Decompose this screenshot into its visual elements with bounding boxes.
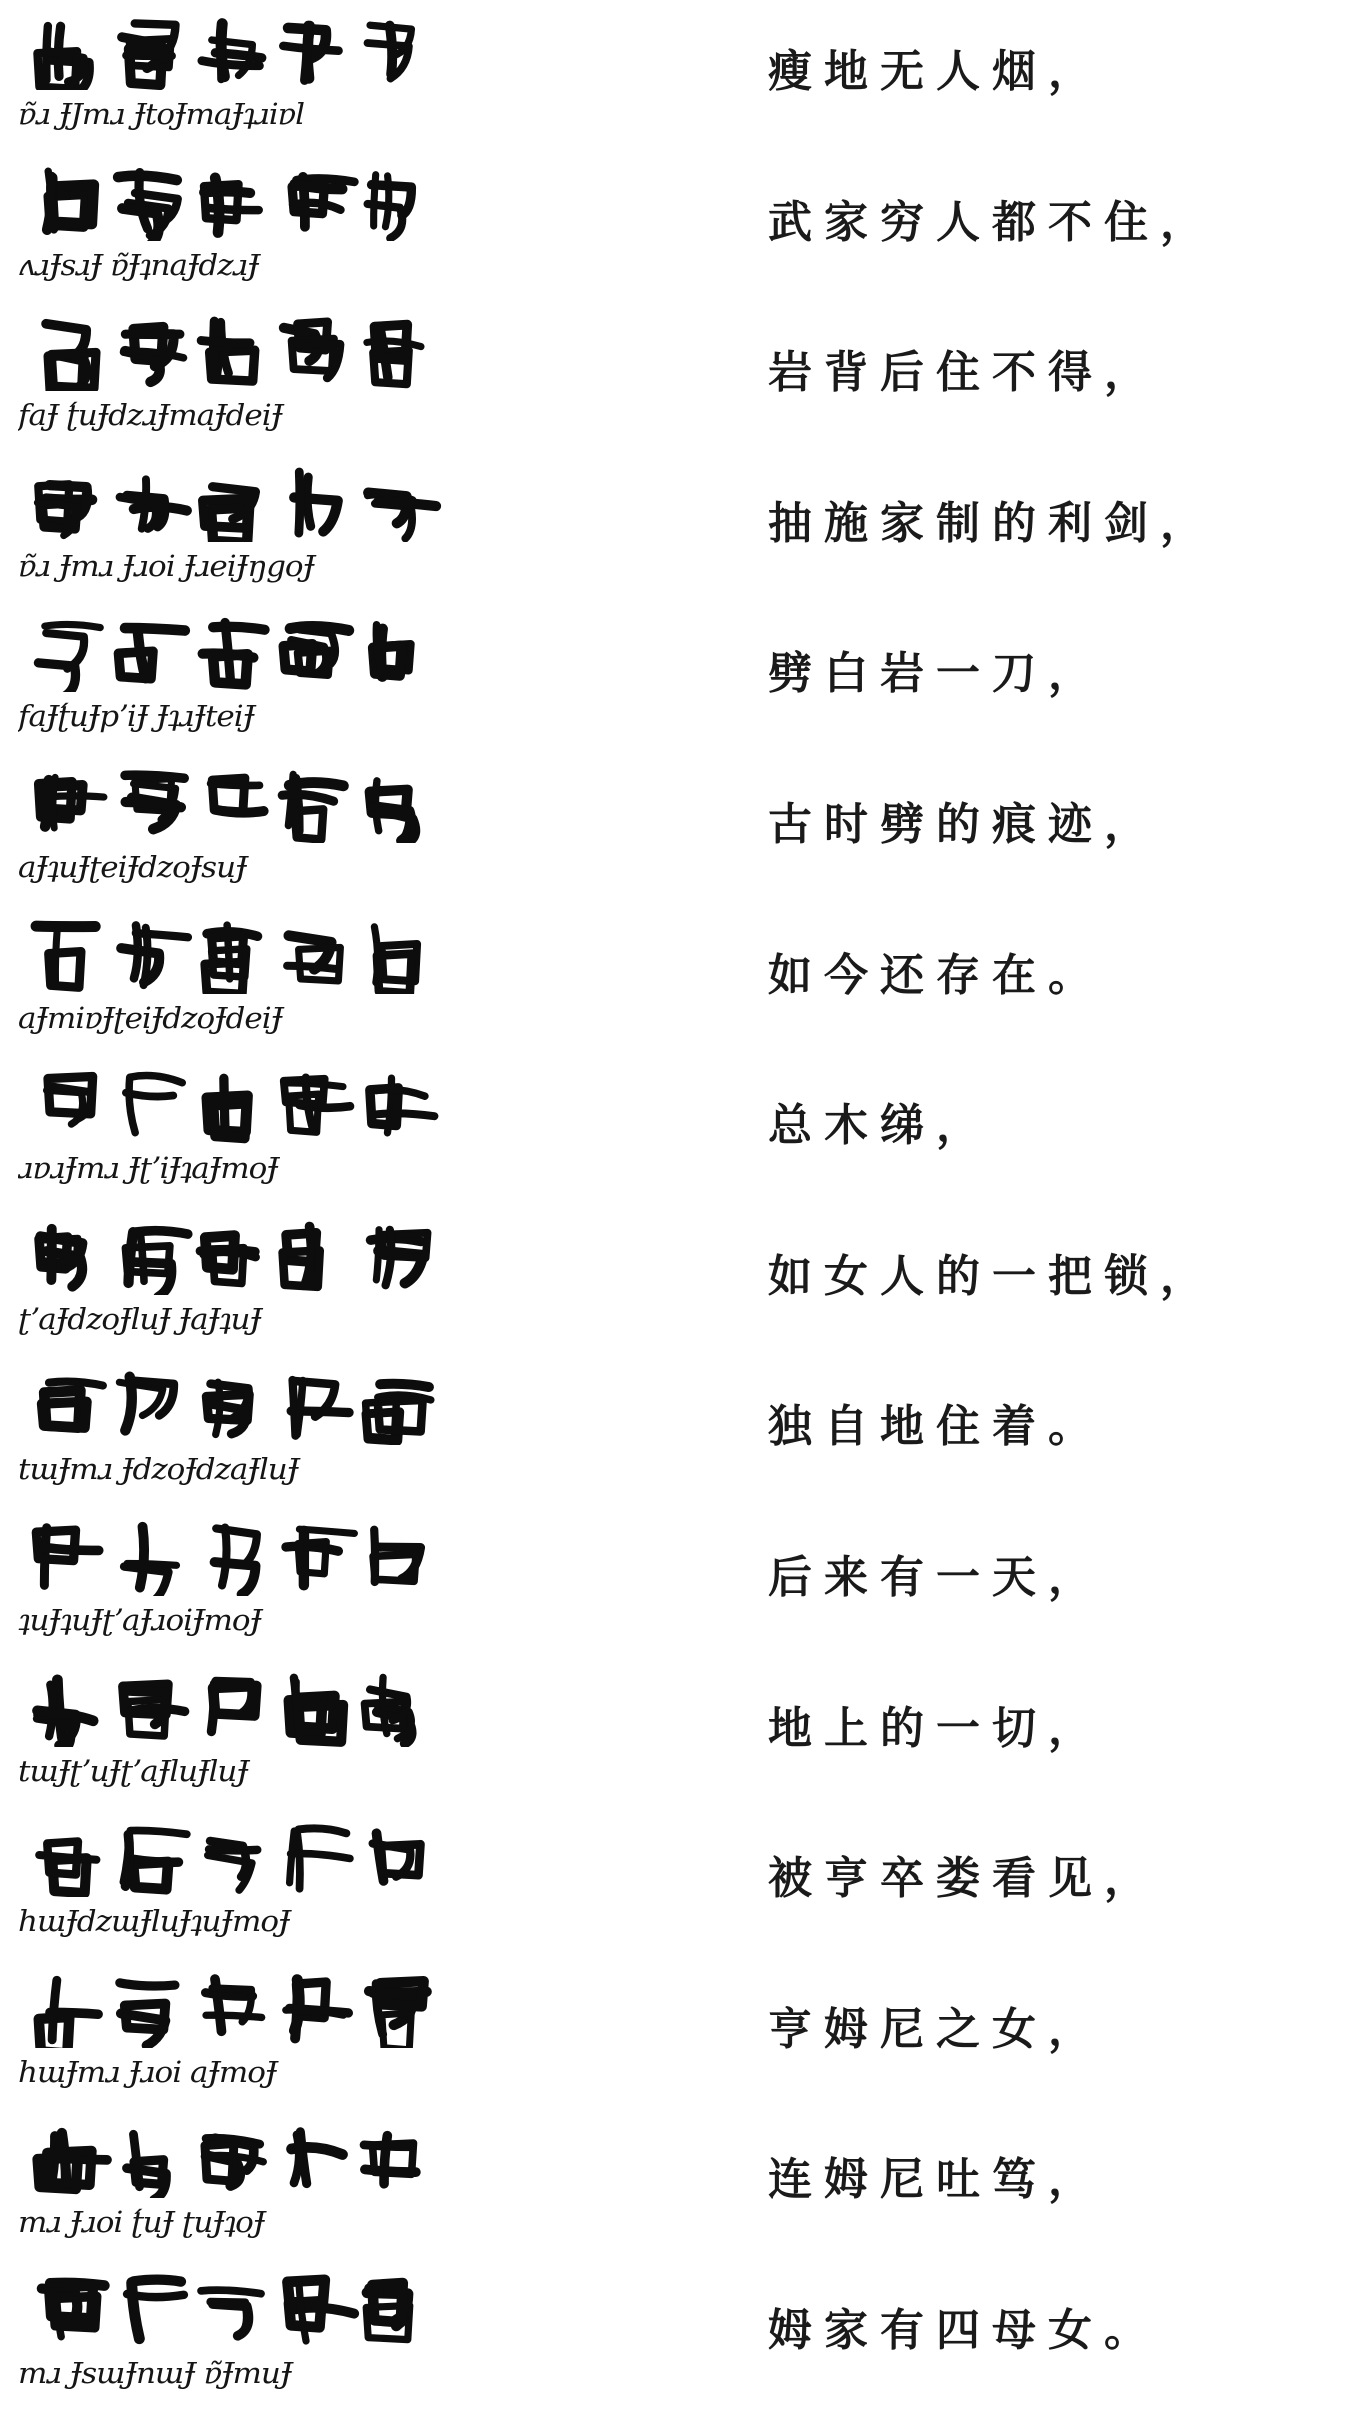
native-script-glyphs bbox=[28, 2271, 448, 2349]
brush-glyph bbox=[122, 23, 176, 85]
native-script-glyphs bbox=[28, 1217, 448, 1295]
brush-glyph bbox=[288, 2280, 355, 2341]
brush-glyph bbox=[38, 1229, 82, 1287]
brush-glyph bbox=[36, 1528, 98, 1586]
brush-stroke bbox=[378, 502, 436, 506]
romanization-line: mɹ Ɉɹoi ʈ́uɈ ʈuɈʇoɈ bbox=[18, 2206, 265, 2240]
brush-stroke bbox=[299, 472, 300, 533]
chinese-translation: 抽施家制的利剑， bbox=[768, 497, 1216, 549]
brush-stroke bbox=[215, 177, 219, 232]
brush-stroke bbox=[222, 1528, 227, 1586]
verse-row bbox=[0, 1811, 1359, 1961]
brush-glyph bbox=[366, 1384, 431, 1441]
romanization-line: hɯɈmɹ Ɉɹoi aɈmoɈ bbox=[18, 2056, 277, 2090]
verse-row bbox=[0, 1209, 1359, 1359]
brush-stroke bbox=[299, 1529, 354, 1533]
brush-stroke bbox=[286, 1546, 338, 1551]
brush-stroke bbox=[45, 780, 49, 826]
verse-row bbox=[0, 1058, 1359, 1208]
romanization-line: hɯɈdzɯɈluɈʇuɈmoɈ bbox=[18, 1905, 290, 1939]
script-block bbox=[18, 1066, 448, 1200]
brush-glyph bbox=[284, 322, 340, 378]
script-block bbox=[18, 1367, 448, 1501]
brush-glyph bbox=[283, 25, 338, 80]
chinese-translation: 被亨卒娄看见， bbox=[768, 1853, 1160, 1905]
brush-glyph bbox=[39, 1980, 98, 2048]
brush-stroke bbox=[290, 1831, 295, 1883]
brush-glyph bbox=[289, 1677, 343, 1741]
brush-glyph bbox=[38, 2133, 107, 2189]
script-block bbox=[18, 1669, 448, 1803]
brush-glyph bbox=[124, 1527, 176, 1596]
brush-stroke bbox=[213, 1104, 246, 1139]
brush-stroke bbox=[130, 1708, 185, 1711]
brush-stroke bbox=[380, 1384, 429, 1387]
brush-glyph bbox=[211, 1681, 256, 1731]
brush-glyphs-svg bbox=[28, 12, 448, 90]
native-script-glyphs bbox=[28, 1518, 448, 1596]
native-script-glyphs bbox=[28, 313, 448, 391]
chinese-translation: 瘦地无人烟， bbox=[768, 46, 1104, 97]
brush-stroke bbox=[299, 2282, 306, 2341]
brush-stroke bbox=[126, 1093, 173, 1097]
native-script-glyphs bbox=[28, 12, 448, 90]
brush-glyph bbox=[42, 2283, 105, 2337]
romanization-line: faɈ ʈ́uɈdzɹɈmaɈdeiɈ bbox=[18, 399, 283, 433]
verse-row bbox=[0, 155, 1359, 305]
brush-glyph bbox=[211, 778, 264, 813]
chinese-translation: 总木绨， bbox=[768, 1100, 992, 1152]
script-block bbox=[18, 765, 448, 899]
native-script-glyphs bbox=[28, 2120, 448, 2198]
brush-stroke bbox=[297, 1381, 303, 1435]
brush-stroke bbox=[390, 26, 392, 75]
script-block bbox=[18, 2120, 448, 2254]
brush-stroke bbox=[120, 1983, 175, 1986]
brush-stroke bbox=[49, 1382, 103, 1386]
brush-glyph bbox=[37, 1679, 93, 1746]
brush-glyph bbox=[123, 1831, 187, 1890]
verse-row bbox=[0, 1510, 1359, 1660]
brush-glyph bbox=[370, 781, 416, 842]
brush-glyph bbox=[369, 1981, 427, 2048]
romanization-line: aɈmiɐɈʈeiɈdzoɈdeiɈ bbox=[18, 1002, 283, 1036]
romanization-line: ʇuɈʇuɈʈʼaɈɹoiɈmoɈ bbox=[18, 1604, 261, 1638]
brush-glyphs-svg bbox=[28, 1970, 448, 2048]
brush-glyph bbox=[118, 172, 178, 240]
script-block bbox=[18, 163, 448, 297]
brush-glyph bbox=[203, 623, 265, 685]
brush-glyph bbox=[202, 22, 262, 79]
brush-stroke bbox=[376, 1114, 435, 1117]
brush-glyphs-svg bbox=[28, 1217, 448, 1295]
native-script-glyphs bbox=[28, 163, 448, 241]
brush-glyphs-svg bbox=[28, 163, 448, 241]
chinese-translation: 武家穷人都不住， bbox=[768, 196, 1216, 248]
brush-stroke bbox=[118, 175, 177, 179]
brush-stroke bbox=[374, 174, 376, 225]
brush-glyph bbox=[39, 1842, 96, 1894]
brush-glyphs-svg bbox=[28, 313, 448, 391]
romanization-line: tɯɈmɹ ɈdzoɈdzaɈluɈ bbox=[18, 1453, 299, 1487]
brush-glyph bbox=[125, 775, 184, 829]
brush-stroke bbox=[381, 1844, 421, 1875]
script-block bbox=[18, 1518, 448, 1652]
brush-glyph bbox=[120, 479, 187, 528]
brush-glyph bbox=[215, 1528, 257, 1595]
script-block bbox=[18, 2271, 448, 2405]
brush-stroke bbox=[119, 652, 153, 679]
brush-glyph bbox=[371, 1229, 428, 1285]
brush-stroke bbox=[129, 1078, 135, 1133]
chinese-translation: 姆家有四母女。 bbox=[768, 2305, 1160, 2356]
brush-stroke bbox=[206, 2015, 262, 2017]
script-block bbox=[18, 1819, 448, 1953]
brush-glyph bbox=[368, 174, 412, 237]
brush-stroke bbox=[130, 1831, 186, 1835]
brush-glyph bbox=[373, 625, 411, 677]
brush-glyph bbox=[292, 176, 354, 226]
brush-glyph bbox=[206, 1383, 249, 1435]
brush-glyph bbox=[37, 484, 92, 535]
brush-glyph bbox=[366, 2283, 410, 2340]
brush-glyph bbox=[364, 2136, 416, 2184]
brush-glyphs-svg bbox=[28, 1669, 448, 1747]
brush-stroke bbox=[133, 1862, 168, 1889]
brush-stroke bbox=[125, 775, 184, 778]
brush-glyph bbox=[201, 321, 255, 381]
chinese-translation: 古时劈的痕迹， bbox=[768, 799, 1160, 850]
brush-glyph bbox=[125, 1231, 187, 1295]
brush-stroke bbox=[287, 965, 336, 968]
native-script-glyphs bbox=[28, 1669, 448, 1747]
brush-glyph bbox=[374, 926, 417, 993]
brush-glyph bbox=[208, 1841, 257, 1890]
brush-glyphs-svg bbox=[28, 1066, 448, 1144]
verse-row bbox=[0, 1359, 1359, 1509]
brush-glyphs-svg bbox=[28, 1518, 448, 1596]
brush-glyph bbox=[38, 26, 90, 90]
verse-row bbox=[0, 2112, 1359, 2262]
script-block bbox=[18, 12, 448, 146]
chinese-translation: 地上的一切， bbox=[768, 1702, 1104, 1754]
chinese-translation: 连姆尼吐笃， bbox=[768, 2154, 1104, 2206]
brush-glyph bbox=[287, 935, 340, 980]
brush-glyphs-svg bbox=[28, 2271, 448, 2349]
brush-glyph bbox=[204, 177, 259, 232]
brush-stroke bbox=[371, 1238, 421, 1241]
brush-stroke bbox=[62, 2133, 66, 2182]
chinese-translation: 如女人的一把锁， bbox=[768, 1250, 1216, 1302]
native-script-glyphs bbox=[28, 916, 448, 994]
brush-stroke bbox=[204, 191, 250, 192]
brush-glyph bbox=[292, 2132, 343, 2184]
brush-stroke bbox=[201, 341, 250, 343]
verse-row bbox=[0, 456, 1359, 606]
brush-stroke bbox=[294, 2135, 299, 2183]
script-block bbox=[18, 614, 448, 748]
brush-glyph bbox=[294, 472, 337, 533]
romanization-line: ʌɹɈsɹɈ ɐ̃ɈʇnaɈdzɹɈ bbox=[18, 249, 259, 283]
brush-stroke bbox=[297, 1835, 300, 1889]
brush-stroke bbox=[377, 953, 412, 993]
romanization-line: ɹɐɹɈmɹ ɈʈʼiɈʇaɈmoɈ bbox=[18, 1152, 278, 1186]
brush-glyph bbox=[206, 1979, 262, 2031]
brush-stroke bbox=[213, 321, 214, 377]
brush-glyph bbox=[38, 625, 100, 693]
verse-row bbox=[0, 305, 1359, 455]
brush-glyph bbox=[46, 324, 96, 391]
brush-stroke bbox=[372, 2283, 402, 2322]
brush-stroke bbox=[305, 25, 309, 80]
brush-glyph bbox=[200, 1235, 255, 1283]
brush-stroke bbox=[49, 951, 81, 987]
brush-stroke bbox=[130, 1076, 182, 1083]
brush-glyph bbox=[119, 1377, 173, 1431]
brush-glyph bbox=[368, 492, 436, 538]
romanization-line: ʈʼaɈdzoɈluɈ ɈaɈʇuɈ bbox=[18, 1303, 261, 1337]
brush-glyph bbox=[126, 1076, 182, 1133]
verse-row bbox=[0, 4, 1359, 154]
brush-stroke bbox=[123, 1834, 129, 1882]
brush-stroke bbox=[124, 1567, 168, 1596]
brush-glyph bbox=[120, 1983, 175, 2046]
brush-glyph bbox=[286, 1979, 349, 2038]
script-block bbox=[18, 1217, 448, 1351]
brush-glyph bbox=[283, 1226, 320, 1287]
brush-glyph bbox=[119, 628, 185, 679]
brush-glyph bbox=[36, 926, 95, 987]
brush-stroke bbox=[129, 1232, 134, 1283]
brush-stroke bbox=[213, 627, 264, 630]
brush-glyph bbox=[205, 925, 258, 994]
script-block bbox=[18, 1970, 448, 2104]
chinese-translation: 岩背后住不得， bbox=[768, 347, 1160, 399]
brush-glyph bbox=[127, 2135, 166, 2199]
brush-stroke bbox=[126, 55, 172, 56]
verse-row bbox=[0, 908, 1359, 1058]
brush-glyphs-svg bbox=[28, 614, 448, 692]
romanization-line: mɹ ɈsɯɈnɯɈ ɐ̃ɈmuɈ bbox=[18, 2357, 292, 2391]
brush-glyph bbox=[290, 1829, 350, 1889]
brush-stroke bbox=[209, 1850, 257, 1851]
brush-stroke bbox=[126, 802, 181, 807]
brush-glyphs-svg bbox=[28, 1819, 448, 1897]
brush-glyph bbox=[284, 627, 349, 675]
verse-row bbox=[0, 757, 1359, 907]
brush-stroke bbox=[201, 2290, 261, 2294]
brush-glyph bbox=[286, 1529, 354, 1585]
brush-glyph bbox=[284, 1078, 350, 1133]
brush-stroke bbox=[136, 1231, 188, 1234]
script-block bbox=[18, 313, 448, 447]
verse-row bbox=[0, 1962, 1359, 2112]
native-script-glyphs bbox=[28, 464, 448, 542]
brush-glyph bbox=[47, 171, 94, 230]
brush-glyph bbox=[42, 1382, 103, 1428]
native-script-glyphs bbox=[28, 1367, 448, 1445]
brush-glyph bbox=[203, 487, 256, 542]
brush-stroke bbox=[125, 628, 185, 630]
brush-glyph bbox=[370, 1078, 435, 1133]
brush-stroke bbox=[298, 1829, 346, 1834]
chinese-translation: 劈白岩一刀， bbox=[768, 648, 1104, 700]
brush-stroke bbox=[202, 61, 260, 66]
brush-stroke bbox=[47, 2158, 107, 2161]
brush-glyph bbox=[373, 1530, 420, 1582]
verse-row bbox=[0, 2263, 1359, 2413]
brush-stroke bbox=[127, 2294, 184, 2297]
brush-stroke bbox=[140, 1527, 144, 1588]
script-block bbox=[18, 916, 448, 1050]
native-script-glyphs bbox=[28, 1819, 448, 1897]
brush-stroke bbox=[295, 809, 324, 839]
brush-glyph bbox=[365, 1677, 412, 1743]
brush-stroke bbox=[290, 2008, 349, 2013]
brush-stroke bbox=[134, 1262, 171, 1295]
brush-glyph bbox=[373, 1833, 421, 1881]
brush-glyphs-svg bbox=[28, 1367, 448, 1445]
native-script-glyphs bbox=[28, 765, 448, 843]
native-script-glyphs bbox=[28, 614, 448, 692]
romanization-line: ɐ̃ɹ ɈJmɹ ɈtoɈmaɈʇɹiɐl bbox=[18, 98, 305, 132]
romanization-line: tɯɈʈʼuɈʈʼaɈluɈluɈ bbox=[18, 1755, 248, 1789]
brush-stroke bbox=[52, 1980, 57, 2040]
romanization-line: faɈʈ́uɈpʼiɈ ɈʇɹɈteiɈ bbox=[18, 700, 255, 734]
brush-glyph bbox=[282, 774, 343, 839]
brush-glyph bbox=[367, 25, 411, 78]
brush-glyph bbox=[47, 1077, 93, 1125]
brush-glyph bbox=[124, 327, 184, 382]
chinese-translation: 独自地住着。 bbox=[768, 1401, 1104, 1453]
brush-glyph bbox=[39, 777, 104, 828]
native-script-glyphs bbox=[28, 1970, 448, 2048]
brush-stroke bbox=[51, 176, 55, 227]
brush-glyphs-svg bbox=[28, 2120, 448, 2198]
brush-glyphs-svg bbox=[28, 765, 448, 843]
brush-glyph bbox=[204, 2139, 263, 2187]
chinese-translation: 如今还存在。 bbox=[768, 949, 1104, 1001]
brush-glyph bbox=[291, 1380, 349, 1436]
brush-stroke bbox=[45, 625, 100, 628]
chinese-translation: 后来有一天， bbox=[768, 1552, 1104, 1603]
romanization-line: aɈʇuɈʈeiɈdzoɈsuɈ bbox=[18, 851, 247, 885]
brush-glyphs-svg bbox=[28, 464, 448, 542]
brush-glyph bbox=[123, 1684, 185, 1736]
script-block bbox=[18, 464, 448, 598]
romanization-line: ɐ̃ɹ Ɉmɹ Ɉɹoi ɈɹeiɈŋgoɈ bbox=[18, 550, 315, 584]
brush-glyph bbox=[121, 925, 188, 985]
chinese-translation: 亨姆尼之女， bbox=[768, 2003, 1104, 2055]
verse-row bbox=[0, 606, 1359, 756]
brush-glyph bbox=[127, 2280, 184, 2339]
brush-stroke bbox=[380, 328, 388, 378]
brush-glyphs-svg bbox=[28, 916, 448, 994]
brush-glyph bbox=[207, 1078, 248, 1138]
native-script-glyphs bbox=[28, 1066, 448, 1144]
brush-glyph bbox=[367, 325, 421, 385]
verse-row bbox=[0, 1661, 1359, 1811]
brush-glyph bbox=[201, 2290, 261, 2336]
brush-stroke bbox=[289, 783, 343, 786]
brush-stroke bbox=[48, 796, 104, 797]
brush-stroke bbox=[221, 22, 222, 79]
brush-stroke bbox=[134, 2280, 181, 2282]
brush-stroke bbox=[385, 175, 388, 226]
